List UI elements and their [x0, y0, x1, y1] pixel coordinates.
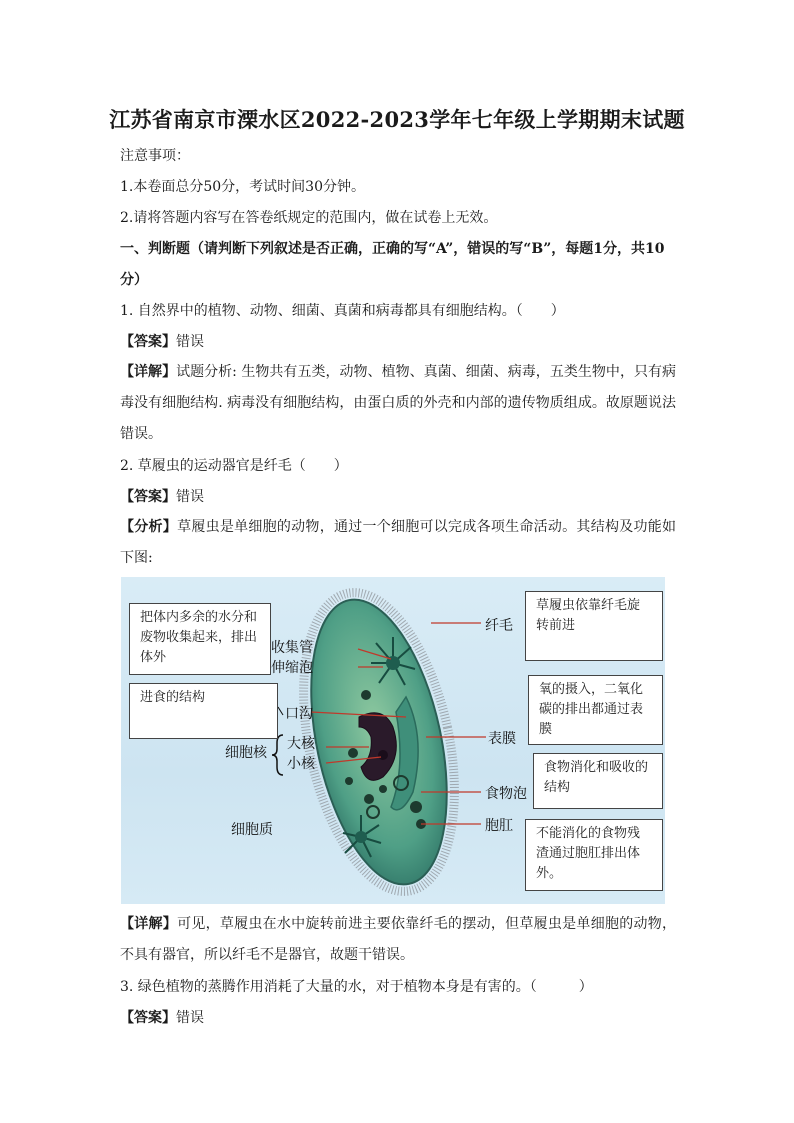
detail-tag: 【详解】 — [120, 916, 178, 932]
analysis-tag: 【分析】 — [120, 519, 178, 535]
answer-value: 错误 — [176, 489, 204, 505]
label-pellicle: 表膜 — [488, 731, 516, 747]
label-cytoplasm: 细胞质 — [231, 822, 273, 838]
callout-anal-pore: 不能消化的食物残渣通过胞肛排出体外。 — [525, 819, 663, 891]
detail-text: 试题分析: 生物共有五类，动物、植物、真菌、细菌、病毒，五类生物中，只有病毒没有细胞结构. 病毒没有细胞结构，由蛋白质的外壳和内部的遗传物质组成。故原题说法错误。 — [120, 364, 677, 442]
callout-excretion: 把体内多余的水分和废物收集起来，排出体外 — [129, 603, 271, 675]
label-anal-pore: 胞肛 — [485, 818, 513, 834]
paramecium-figure — [121, 577, 665, 904]
answer-value: 错误 — [176, 334, 204, 350]
label-oral-groove: 口沟 — [285, 706, 313, 722]
callout-membrane: 氧的摄入，二氧化碳的排出都通过表膜 — [528, 675, 663, 745]
detail-tag: 【详解】 — [120, 364, 177, 380]
notice-item-1: 1.本卷面总分50分，考试时间30分钟。 — [120, 179, 365, 195]
label-macronucleus: 大核 — [287, 736, 315, 752]
label-micronucleus: 小核 — [287, 756, 315, 772]
question-1: 1. 自然界中的植物、动物、细菌、真菌和病毒都具有细胞结构。（ ） — [120, 303, 565, 319]
answer-1 — [120, 332, 680, 352]
detail-text: 可见，草履虫在水中旋转前进主要依靠纤毛的摆动，但草履虫是单细胞的动物，不具有器官，所以纤毛不是器官，故题干错误。 — [120, 916, 677, 963]
label-cilia: 纤毛 — [485, 618, 513, 634]
answer-3 — [120, 1008, 680, 1028]
notice-heading: 注意事项： — [120, 148, 190, 164]
answer-tag: 【答案】 — [120, 1010, 176, 1026]
analysis-text: 草履虫是单细胞的动物，通过一个细胞可以完成各项生命活动。其结构及功能如下图: — [120, 519, 677, 566]
notice-item-2: 2.请将答题内容写在答卷纸规定的范围内，做在试卷上无效。 — [120, 210, 498, 226]
callout-cilia: 草履虫依靠纤毛旋转前进 — [525, 591, 663, 661]
callout-food-vacuole: 食物消化和吸收的结构 — [533, 753, 663, 809]
label-collecting-canal: 收集管 — [271, 640, 313, 656]
answer-value: 错误 — [176, 1010, 204, 1026]
answer-tag: 【答案】 — [120, 489, 176, 505]
detail-1 — [120, 357, 676, 450]
callout-feeding: 进食的结构 — [129, 683, 278, 739]
section-heading-cont: 分） — [120, 272, 148, 288]
section-heading: 一、判断题（请判断下列叙述是否正确，正确的写“A”，错误的写“B”，每题1分，共10 — [120, 241, 665, 257]
question-2: 2. 草履虫的运动器官是纤毛（ ） — [120, 458, 348, 474]
answer-tag: 【答案】 — [120, 334, 176, 350]
label-contractile-vacuole: 伸缩泡 — [271, 660, 313, 676]
analysis-2 — [120, 512, 676, 574]
document-title: 江苏省南京市溧水区2022-2023学年七年级上学期期末试题 — [109, 107, 685, 132]
label-nucleus: 细胞核 — [225, 745, 267, 761]
question-3: 3. 绿色植物的蒸腾作用消耗了大量的水，对于植物本身是有害的。（ ） — [120, 979, 593, 995]
answer-2 — [120, 487, 680, 507]
label-food-vacuole: 食物泡 — [485, 786, 527, 802]
detail-2 — [120, 909, 676, 971]
